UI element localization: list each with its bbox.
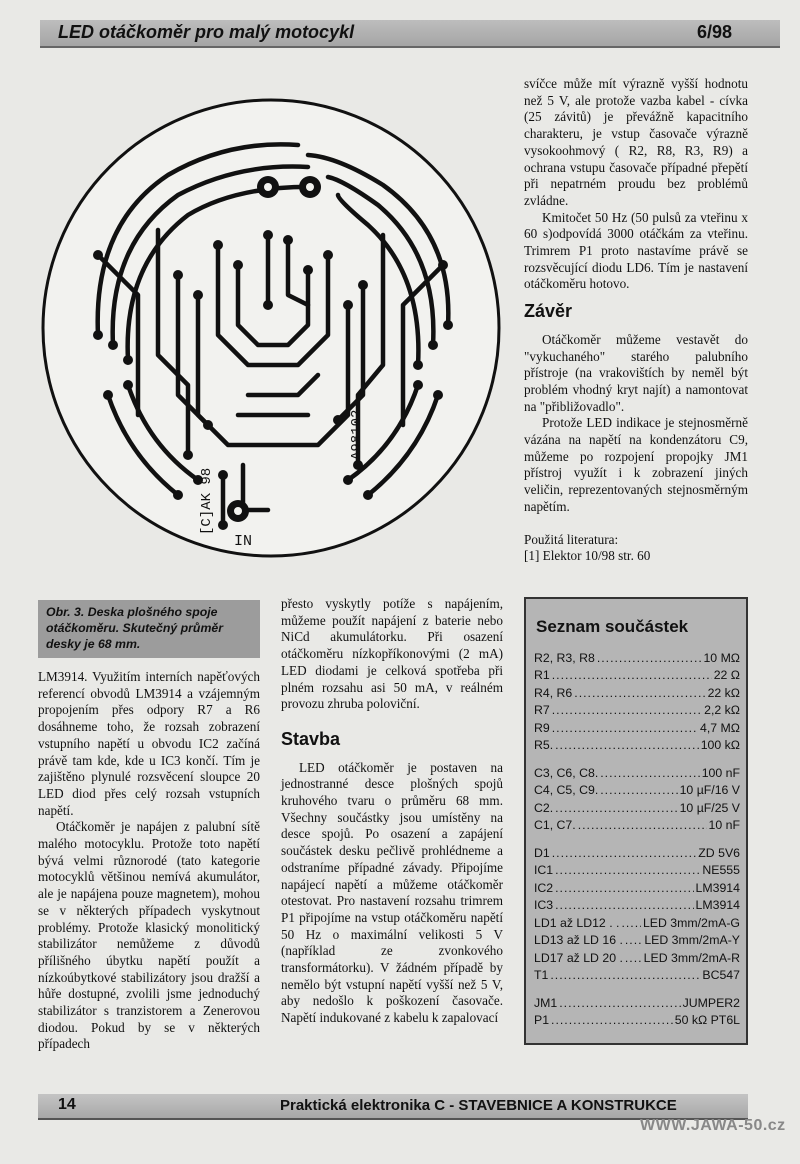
parts-row [534, 719, 740, 737]
column-2 [281, 596, 503, 1027]
parts-list-title: Seznam součástek [536, 617, 689, 636]
part-reference: R5. [534, 738, 554, 753]
parts-row [534, 879, 740, 897]
parts-group-gap [534, 834, 740, 844]
parts-row [534, 702, 740, 720]
dot-leader [578, 818, 707, 832]
dot-leader [621, 916, 641, 930]
part-reference: C2. [534, 800, 554, 815]
parts-row [534, 994, 740, 1012]
part-value: LM3914 [695, 898, 740, 913]
parts-row [534, 737, 740, 755]
parts-row [534, 684, 740, 702]
part-reference: IC1 [534, 863, 554, 878]
pcb-code-label: A98102 [349, 409, 365, 460]
col2-paragraph-1: přesto vyskytly potíže s napájením, můžeme použít napájení z baterie nebo NiCd akumulátorku. Při osazení otáčkoměru nízkopříkonovými (2 mA) LED diodami je celková spotřeba při plném rozsahu asi 50 mA, v reálném provozu zhruba poloviční. [281, 596, 503, 712]
parts-row [534, 897, 740, 915]
parts-row [534, 914, 740, 932]
col2-paragraph-2: LED otáčkoměr je postaven na jednostranné desce plošných spojů kruhového tvaru o průměru 68 mm. Všechny součástky jsou umístěny na desce spojů. Po osazení a zapájení součástek desku pečlivě prohlédneme a odstraníme případné závady. Připojíme napájecí napětí a můžeme otáčkoměr otestovat. Pro nastavení rozsahu trimrem P1 připojíme na vstup otáčkoměru napětí 50 Hz o maximální velikosti 5 V (například ze zvonkového transformátorku). V žádném případě by nemělo být vstupní napětí vyšší než 5 V, aby nedošlo k poškození časovače. Napětí indukované z kabelu k zapalovací [281, 759, 503, 1026]
part-reference: D1 [534, 845, 550, 860]
part-value: 22 kΩ [707, 685, 740, 700]
part-reference: LD17 až LD 20 . [534, 950, 623, 965]
part-reference: IC2 [534, 880, 554, 895]
dot-leader [555, 738, 699, 752]
part-value: 2,2 kΩ [704, 703, 740, 718]
part-reference: C1, C7. [534, 818, 576, 833]
magazine-name: Praktická elektronika C - STAVEBNICE A KONSTRUKCE [280, 1097, 677, 1114]
watermark: WWW.JAWA-50.cz [640, 1117, 786, 1134]
dot-leader [625, 951, 642, 965]
part-reference: C3, C6, C8. [534, 765, 599, 780]
part-value: LED 3mm/2mA-G [642, 915, 740, 930]
parts-row [534, 844, 740, 862]
part-reference: LD13 až LD 16 . [534, 933, 623, 948]
col1-paragraph-2: Otáčkoměr je napájen z palubní sítě malého motocyklu. Protože toto napětí bývá velmi různorodé (tato kategorie motocyklů většinou nemívá akumulátor, ale je napájena pouze magnetem), mohou se v některých případech vyskytnout problémy. Protože klasický monolitický stabilizátor nemůžeme z důvodů přílišného úbytku napětí použít a nízkoúbytkové stabilizátory jsou dražší a hůře dostupné, zvolili jsme jednoduchý stabilizátor s tranzistorem a Zenerovou diodou. Pokud by se v některých případech [38, 819, 260, 1052]
col3-paragraph-3: Otáčkoměr můžeme vestavět do "vykuchaného" starého palubního přístroje (na vrakovištích by neměl být problém vhodný kryt najít) a namontovat na "přibližovadlo". [524, 331, 748, 414]
part-value: BC547 [702, 968, 740, 983]
dot-leader [600, 766, 699, 780]
pcb-input-label: IN [234, 533, 253, 550]
col3-paragraph-1: svíčce může mít výrazně vyšší hodnotu než 5 V, ale protože vazba kabel - cívka (25 závitů) je převážně kapacitního charakteru, je vstup časovače výrazně vysokoohmový ( R2, R8, R3, R9) a ochrana vstupu časovače případné přepětí při nepatrném proudu bez problémů zvládne. [524, 76, 748, 208]
part-value: 10 nF [708, 818, 740, 833]
parts-row [534, 932, 740, 950]
parts-list-box [524, 597, 748, 1045]
part-reference: P1 [534, 1013, 550, 1028]
parts-row [534, 967, 740, 985]
dot-leader [574, 686, 705, 700]
literature-title: Použitá literatura: [524, 531, 619, 547]
parts-list [526, 637, 746, 1029]
parts-row [534, 649, 740, 667]
part-value: LM3914 [695, 880, 740, 895]
part-value: 4,7 MΩ [700, 720, 740, 735]
dot-leader [550, 968, 700, 982]
dot-leader [597, 651, 702, 665]
dot-leader [551, 1013, 673, 1027]
dot-leader [555, 881, 693, 895]
part-value: 10 µF/16 V [679, 783, 740, 798]
col3-paragraph-2: Kmitočet 50 Hz (50 pulsů za vteřinu x 60 s)odpovídá 3000 otáčkám za vteřinu. Trimrem P1 proto nastavíme právě se rozsvěcující diodu LD6. Tím je nastavení otáčkoměru hotovo. [524, 209, 748, 292]
part-value: 22 Ω [713, 668, 740, 683]
dot-leader [555, 898, 693, 912]
dot-leader [555, 801, 677, 815]
part-reference: R7 [534, 703, 550, 718]
parts-row [534, 1012, 740, 1030]
part-reference: C4, C5, C9. [534, 783, 599, 798]
dot-leader [555, 863, 700, 877]
page-number: 14 [58, 1096, 76, 1113]
literature-item: [1] Elektor 10/98 str. 60 [524, 548, 651, 564]
section-heading-zaver: Závěr [524, 301, 573, 322]
dot-leader [552, 721, 698, 735]
parts-row [534, 862, 740, 880]
pcb-layout-image [38, 95, 504, 561]
part-value: 100 kΩ [700, 738, 740, 753]
part-value: 10 µF/25 V [679, 800, 740, 815]
part-value: LED 3mm/2mA-R [643, 950, 740, 965]
dot-leader [552, 846, 697, 860]
parts-row [534, 949, 740, 967]
parts-group-gap [534, 984, 740, 994]
part-value: 100 nF [701, 765, 740, 780]
col1-paragraph-1: LM3914. Využitím interních napěťových referencí obvodů LM3914 a vzájemným propojením přes odpory R7 a R6 dosáhneme toho, že rozsah zobrazení vstupního napětí u obvodu IC2 začíná právě tam kde, kde u IC3 končí. Tím je zajištěno plynulé rozsvěcení sloupce 20 LED diod přes celý rozsah vstupních napětí. [38, 669, 260, 818]
column-3 [524, 76, 748, 565]
page-title: LED otáčkoměr pro malý motocykl [58, 22, 355, 42]
part-value: NE555 [702, 863, 740, 878]
pcb-copyright-label: [C]AK 98 [199, 467, 215, 535]
part-value: 50 kΩ PT6L [674, 1013, 740, 1028]
part-reference: R4, R6 [534, 685, 573, 700]
part-reference: T1 [534, 968, 549, 983]
part-reference: IC3 [534, 898, 554, 913]
parts-group-gap [534, 754, 740, 764]
part-reference: R1 [534, 668, 550, 683]
parts-row [534, 782, 740, 800]
dot-leader [559, 996, 680, 1010]
col3-paragraph-4: Protože LED indikace je stejnosměrně vázána na napětí na kondenzátoru C9, můžeme po rozpojení propojky JM1 přístroj využít i k zobrazení jiných veličin, reprezentovaných stejnosměrným napětím. [524, 415, 748, 514]
part-reference: R2, R3, R8 [534, 650, 595, 665]
parts-row [534, 799, 740, 817]
dot-leader [625, 933, 642, 947]
dot-leader [552, 668, 712, 682]
part-reference: R9 [534, 720, 550, 735]
part-value: LED 3mm/2mA-Y [644, 933, 740, 948]
dot-leader [552, 703, 702, 717]
parts-row [534, 817, 740, 835]
part-reference: LD1 až LD12 . . [534, 915, 620, 930]
part-value: ZD 5V6 [698, 845, 740, 860]
section-heading-stavba: Stavba [281, 728, 341, 749]
part-value: JUMPER2 [682, 995, 740, 1010]
part-value: 10 MΩ [703, 650, 740, 665]
parts-row [534, 667, 740, 685]
part-reference: JM1 [534, 995, 558, 1010]
figure-caption: Obr. 3. Deska plošného spoje otáčkoměru. Skutečný průměr desky je 68 mm. [38, 600, 260, 658]
column-1 [38, 669, 260, 1053]
dot-leader [600, 783, 677, 797]
parts-row [534, 764, 740, 782]
issue-number: 6/98 [696, 22, 732, 42]
